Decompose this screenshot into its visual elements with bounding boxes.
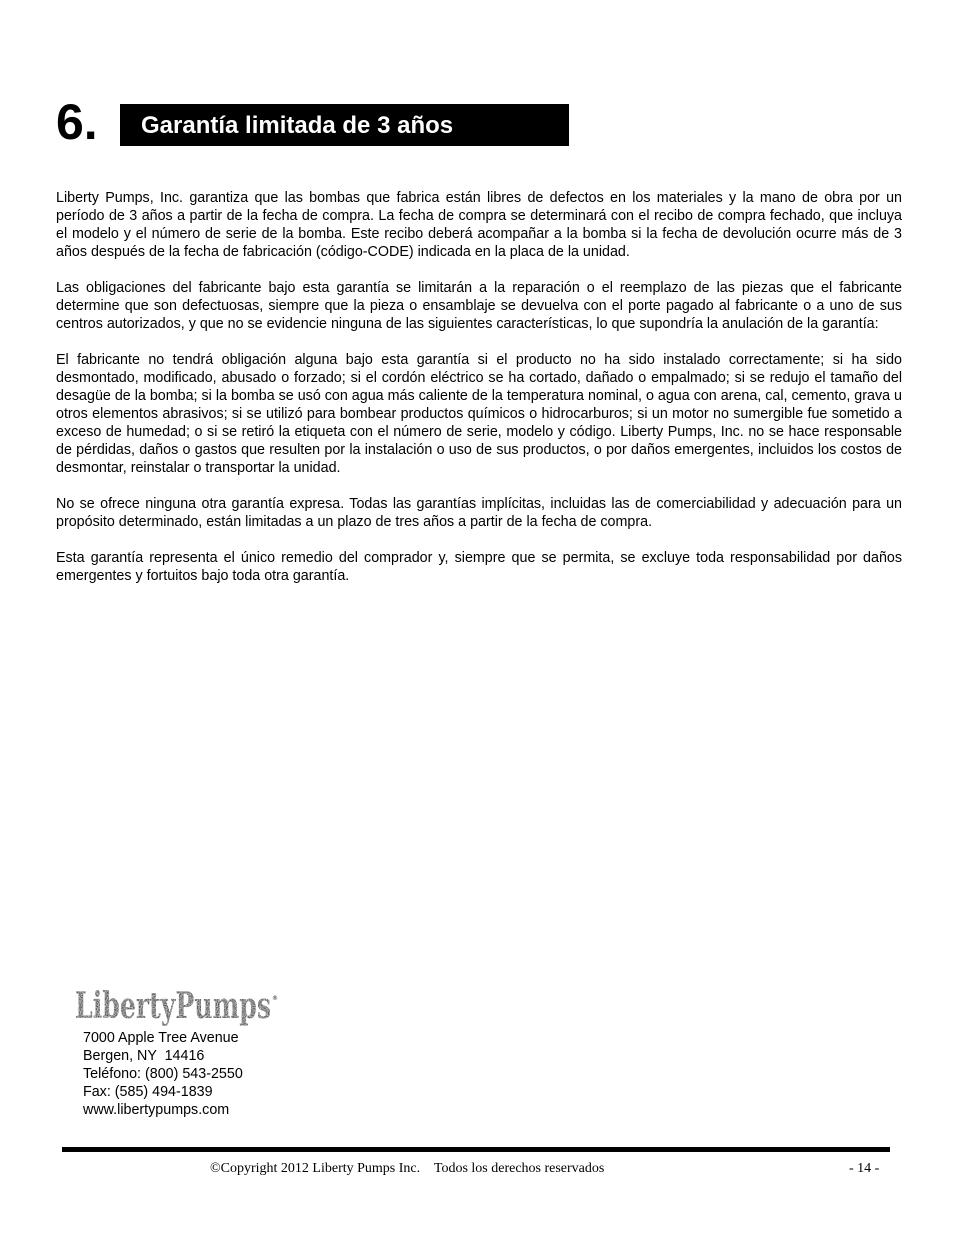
address-website: www.libertypumps.com: [83, 1102, 230, 1118]
address-city: Bergen, NY 14416: [83, 1048, 205, 1064]
footer-copyright: ©Copyright 2012 Liberty Pumps Inc. Todos los derechos reservados: [210, 1161, 605, 1176]
company-address: [83, 1029, 243, 1119]
warranty-body: [56, 189, 902, 603]
section-number: 6.: [56, 94, 98, 150]
section-title: Garantía limitada de 3 años: [120, 104, 569, 146]
address-phone: Teléfono: (800) 543-2550: [83, 1066, 243, 1082]
paragraph-sole-remedy: Esta garantía representa el único remedio del comprador y, siempre que se permita, se excluye toda responsabilidad por daños emergentes y fortuitos bajo toda otra garantía.: [56, 550, 902, 584]
address-fax: Fax: (585) 494-1839: [83, 1084, 213, 1100]
footer-divider: [62, 1147, 890, 1152]
liberty-pumps-logo: [74, 982, 280, 1028]
page-number: - 14 -: [849, 1161, 880, 1176]
paragraph-exclusions: El fabricante no tendrá obligación alguna bajo esta garantía si el producto no ha sido instalado correctamente; si ha sido desmontado, modificado, abusado o forzado; si el cordón eléctrico se ha cortado, dañado o empalmado; si se redujo el tamaño del desagüe de la bomba; si la bomba se usó con agua más caliente de la temperatura nominal, o agua con arena, cal, cemento, grava u otros elementos abrasivos; si se utilizó para bombear productos químicos o hidrocarburos; si un motor no sumergible fue sometido a exceso de humedad; o si se retiró la etiqueta con el número de serie, modelo y código. Liberty Pumps, Inc. no se hace responsable de pérdidas, daños o gastos que resulten por la instalación o uso de sus productos, o por daños emergentes, incluidos los costos de desmontar, reinstalar o transportar la unidad.: [56, 352, 902, 476]
paragraph-warranty-coverage: Liberty Pumps, Inc. garantiza que las bombas que fabrica están libres de defectos en los materiales y la mano de obra por un período de 3 años a partir de la fecha de compra. La fecha de compra se determinará con el recibo de compra fechado, que incluya el modelo y el número de serie de la bomba. Este recibo deberá acompañar a la bomba si la fecha de devolución ocurre más de 3 años después de la fecha de fabricación (código-CODE) indicada en la placa de la unidad.: [56, 190, 902, 260]
paragraph-manufacturer-obligations: Las obligaciones del fabricante bajo esta garantía se limitarán a la reparación o el reemplazo de las piezas que el fabricante determine que son defectuosas, siempre que la pieza o ensamblaje se devuelva con el porte pagado al fabricante o a uno de sus centros autorizados, y que no se evidencie ninguna de las siguientes características, lo que supondría la anulación de la garantía:: [56, 280, 902, 332]
address-street: 7000 Apple Tree Avenue: [83, 1030, 239, 1046]
svg-text:LibertyPumps: LibertyPumps: [75, 985, 271, 1027]
svg-text:®: ®: [272, 995, 278, 1002]
paragraph-no-other-warranty: No se ofrece ninguna otra garantía expresa. Todas las garantías implícitas, incluidas las de comerciabilidad y adecuación para un propósito determinado, están limitadas a un plazo de tres años a partir de la fecha de compra.: [56, 496, 902, 530]
